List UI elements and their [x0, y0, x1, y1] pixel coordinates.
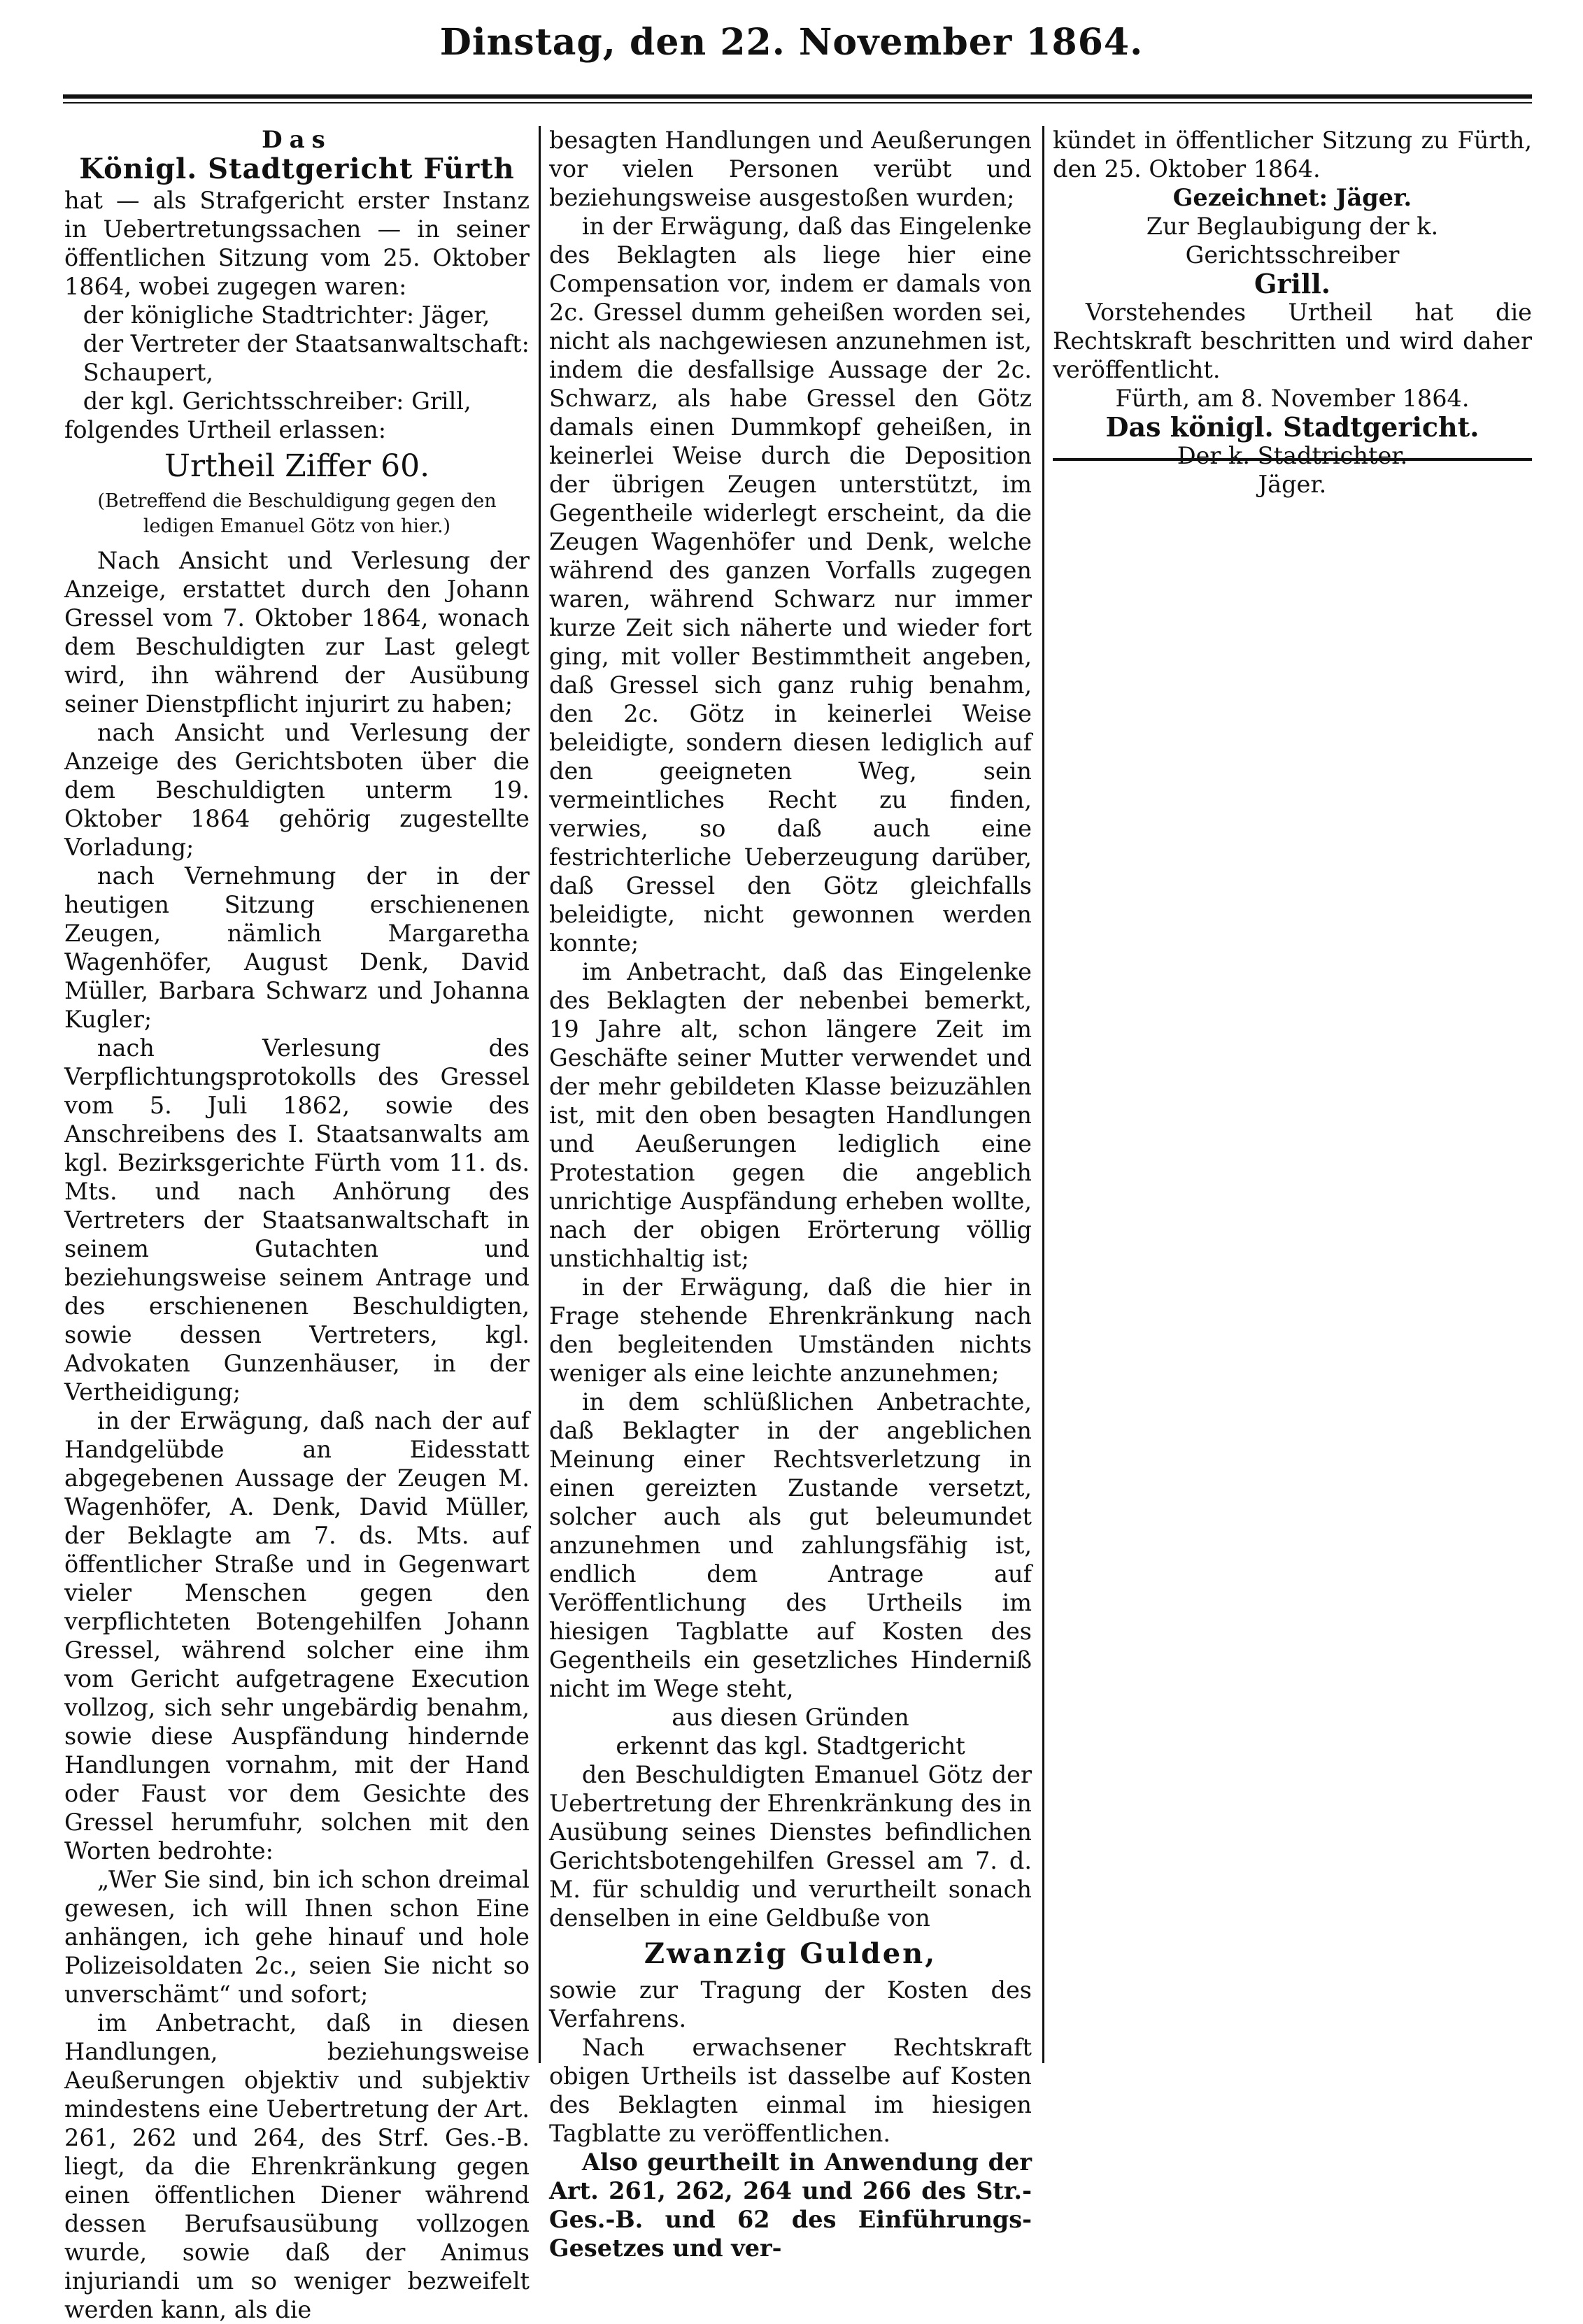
paragraph: nach Verlesung des Verpflichtungsprotokolls des Gressel vom 5. Juli 1862, sowie des Anschreibens des I. Staatsanwalts am kgl. Bezirksgerichte Fürth vom 11. ds. Mts. und nach Anhörung des Vertreters der Staatsanwaltschaft in seinem Gutachten und beziehungsweise seinem Antrage und des erschienenen Beschuldigten, sowie dessen Vertreters, kgl. Advokaten Gunzenhäuser, in der Vertheidigung;: [64, 1034, 530, 1406]
present-judge: der königliche Stadtrichter: Jäger,: [83, 301, 490, 329]
verdict-title: Urtheil Ziffer 60.: [164, 448, 430, 484]
column-divider-1: [539, 126, 541, 2063]
paragraph: in der Erwägung, daß die hier in Frage stehende Ehrenkränkung nach den begleitenden Umständen nichts weniger als eine leichte anzunehmen;: [549, 1274, 1032, 1387]
following-line: folgendes Urtheil erlassen:: [64, 416, 387, 443]
court-rules-line: erkennt das kgl. Stadtgericht: [616, 1732, 965, 1760]
reasons-line: aus diesen Gründen: [672, 1704, 909, 1731]
paragraph: besagten Handlungen und Aeußerungen vor vielen Personen verübt und beziehungsweise ausgestoßen wurden;: [549, 127, 1032, 211]
paragraph: Vorstehendes Urtheil hat die Rechtskraft beschritten und wird daher veröffentlicht.: [1053, 299, 1532, 383]
paragraph: im Anbetracht, daß das Eingelenke des Beklagten der nebenbei bemerkt, 19 Jahre alt, schon längere Zeit im Geschäfte seiner Mutter verwendet und der mehr gebildeten Klasse beizuzählen ist, mit den oben besagten Handlungen und Aeußerungen lediglich eine Protestation gegen die angeblich unrichtige Auspfändung erheben wollte, nach der obigen Erörterung völlig unstichhaltig ist;: [549, 958, 1032, 1272]
column-1: [64, 126, 530, 2323]
concerning-note: (Betreffend die Beschuldigung gegen den ledigen Emanuel Götz von hier.): [97, 490, 497, 537]
paragraph: in dem schlüßlichen Anbetrachte, daß Beklagter in der angeblichen Meinung einer Rechtsverletzung in einen gereizten Zustande versetzt, solcher auch als gut beleumundet anzunehmen und zahlungsfähig ist, endlich dem Antrage auf Veröffentlichung des Urtheils im hiesigen Tagblatte auf Kosten des Gegentheils ein gesetzliches Hinderniß nicht im Wege steht,: [549, 1388, 1032, 1702]
header-rule-thin: [63, 102, 1532, 104]
present-clerk: der kgl. Gerichtsschreiber: Grill,: [83, 387, 471, 415]
intro-paragraph: hat — als Strafgericht erster Instanz in Uebertretungssachen — in seiner öffentlichen Sitzung vom 25. Oktober 1864, wobei zugegen waren:: [64, 187, 530, 300]
paragraph: im Anbetracht, daß in diesen Handlungen, beziehungsweise Aeußerungen objektiv und subjektiv mindestens eine Uebertretung der Art. 261, 262 und 264, des Strf. Ges.-B. liegt, da die Ehrenkränkung gegen einen öffentlichen Diener während dessen Berufsausübung vollzogen wurde, sowie daß der Animus injuriandi um so weniger bezweifelt werden kann, als die: [64, 2009, 530, 2323]
court-name: Königl. Stadtgericht Fürth: [79, 152, 515, 185]
court-signature: Das königl. Stadtgericht.: [1105, 411, 1479, 443]
date-header: Dinstag, den 22. November 1864.: [439, 21, 1144, 64]
paragraph: Also geurtheilt in Anwendung der Art. 261, 262, 264 und 266 des Str.-Ges.-B. und 62 des Einführungs-Gesetzes und ver-: [549, 2148, 1032, 2262]
quoted-threat: „Wer Sie sind, bin ich schon dreimal gewesen, ich will Ihnen schon Eine anhängen, ich gehe hinauf und hole Polizeisoldaten 2c., seien Sie nicht so unverschämt“ und sofort;: [64, 1866, 530, 2008]
paragraph: Nach Ansicht und Verlesung der Anzeige, erstattet durch den Johann Gressel vom 7. Oktober 1864, wonach dem Beschuldigten zur Last gelegt wird, ihn während der Ausübung seiner Dienstpflicht injurirt zu haben;: [64, 547, 530, 718]
clerk-name: Grill.: [1254, 268, 1330, 299]
certify-line: Zur Beglaubigung der k. Gerichtsschreiber: [1146, 213, 1439, 269]
paragraph: kündet in öffentlicher Sitzung zu Fürth, den 25. Oktober 1864.: [1053, 127, 1532, 183]
column-divider-2: [1042, 126, 1044, 2063]
paragraph: in der Erwägung, daß das Eingelenke des Beklagten als liege hier eine Compensation vor, indem er damals von 2c. Gressel dumm geheißen worden sei, nicht als nachgewiesen anzunehmen ist, indem die desfallsige Aussage der 2c. Schwarz, als habe Gressel den Götz damals einen Dummkopf geheißen, in keinerlei Weise durch die Deposition der übrigen Zeugen unterstützt, im Gegentheile widerlegt erscheint, da die Zeugen Wagenhöfer und Denk, welche während des ganzen Vorfalls zugegen waren, während Schwarz nur immer kurze Zeit sich näherte und wieder fort ging, mit voller Bestimmtheit angeben, daß Gressel sich ganz ruhig benahm, den 2c. Götz in keinerlei Weise beleidigte, sondern diesen lediglich auf den geeigneten Weg, sein vermeintliches Recht zu finden, verwies, so daß auch eine festrichterliche Ueberzeugung darüber, daß Gressel den Götz gleichfalls beleidigte, nicht gewonnen werden konnte;: [549, 213, 1032, 957]
signed-line: Gezeichnet: Jäger.: [1172, 184, 1412, 211]
column-3: [1053, 126, 1532, 499]
court-article: Das: [262, 126, 332, 154]
header-rule: [63, 94, 1532, 99]
judge-title: Der k. Stadtrichter.: [1177, 442, 1408, 469]
judge-name: Jäger.: [1258, 471, 1327, 498]
paragraph: den Beschuldigten Emanuel Götz der Uebertretung der Ehrenkränkung des in Ausübung seines Dienstes befindlichen Gerichtsbotengehilfen Gressel am 7. d. M. für schuldig und verurtheilt sonach denselben in eine Geldbuße von: [549, 1761, 1032, 1932]
paragraph: nach Vernehmung der in der heutigen Sitzung erschienenen Zeugen, nämlich Margaretha Wagenhöfer, August Denk, David Müller, Barbara Schwarz und Johanna Kugler;: [64, 862, 530, 1033]
paragraph: Nach erwachsener Rechtskraft obigen Urtheils ist dasselbe auf Kosten des Beklagten einmal im hiesigen Tagblatte zu veröffentlichen.: [549, 2034, 1032, 2147]
place-date: Fürth, am 8. November 1864.: [1115, 385, 1470, 412]
column-2: [549, 126, 1032, 2262]
paragraph: in der Erwägung, daß nach der auf Handgelübde an Eidesstatt abgegebenen Aussage der Zeugen M. Wagenhöfer, A. Denk, David Müller, der Beklagte am 7. ds. Mts. auf öffentlicher Straße und in Gegenwart vieler Menschen gegen den verpflichteten Botengehilfen Johann Gressel, während solcher eine ihm vom Gericht aufgetragene Execution vollzog, sich sehr ungebärdig benahm, sowie diese Auspfändung hindernde Handlungen vornahm, mit der Hand oder Faust vor dem Gesichte des Gressel herumfuhr, solchen mit den Worten bedrohte:: [64, 1407, 530, 1865]
paragraph: sowie zur Tragung der Kosten des Verfahrens.: [549, 1976, 1032, 2032]
present-prosecutor: der Vertreter der Staatsanwaltschaft: Schaupert,: [83, 330, 530, 386]
paragraph: nach Ansicht und Verlesung der Anzeige des Gerichtsboten über die dem Beschuldigten unterm 19. Oktober 1864 gehörig zugestellte Vorladung;: [64, 719, 530, 861]
fine-amount: Zwanzig Gulden,: [644, 1937, 937, 1970]
column-3-end-rule: [1053, 458, 1532, 461]
